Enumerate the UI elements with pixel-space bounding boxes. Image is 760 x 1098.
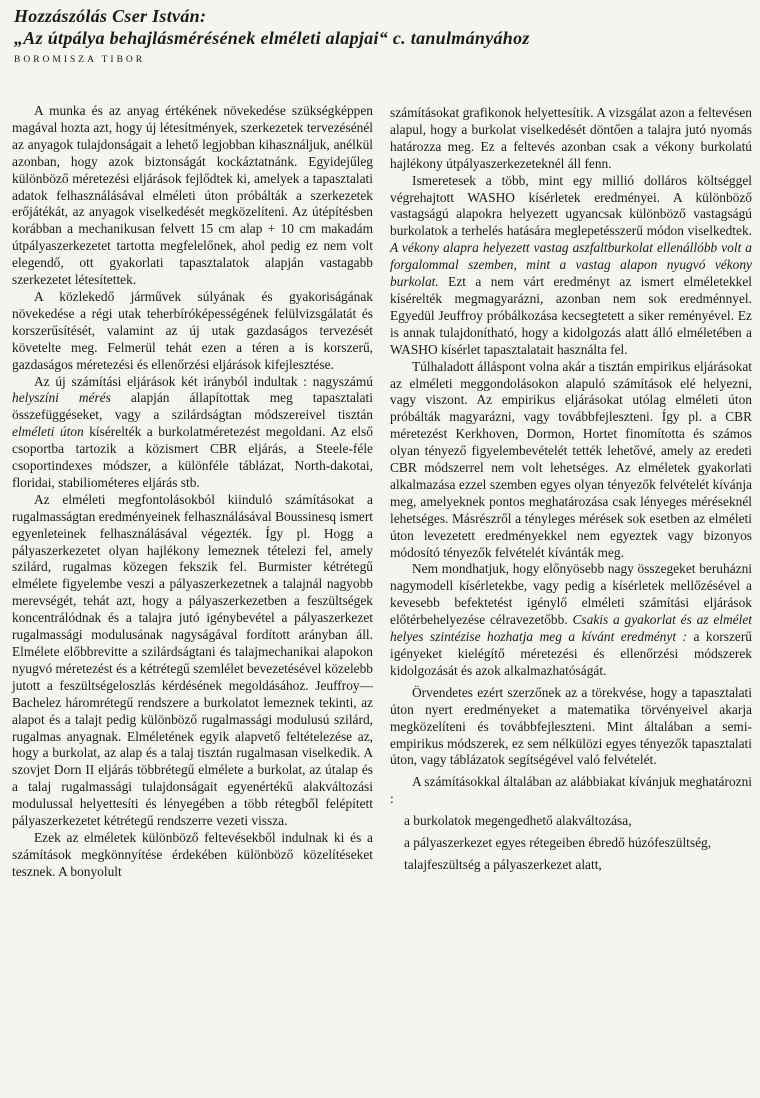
emphasis: A vékony alapra helyezett vastag aszfaltburkolat ellenállóbb volt a forgalommal szemben, mint a vastag alapon nyugvó vékony burkolat. — [390, 240, 752, 290]
paragraph-continuation: számításokat grafikonok helyettesítik. A vizsgálat azon a feltevésen alapul, hogy a burkolat viselkedését döntően a talajra jutó nyomás határozza meg. Ez a feltevés azonban csak a vékony burkolatú hajlékony útpályaszerkezeteknél áll fenn. — [390, 105, 752, 171]
emphasis: Csakis a gyakorlat és az elmélet helyes szintézise hozhatja meg a kívánt eredményt : — [390, 612, 752, 645]
list-item: talajfeszültség a pályaszerkezet alatt, — [404, 856, 602, 872]
emphasis: elméleti úton — [12, 424, 84, 440]
article-title-line-2: „Az útpálya behajlásmérésének elméleti alapjai“ c. tanulmányához — [14, 28, 530, 48]
paragraph: A közlekedő járművek súlyának és gyakoriságának növekedése a régi utak teherbíróképességének felülvizsgálatát és korszerűsítését, valamint az új utak gazdaságos tervezését követelte meg. Felmerül tehát ezen a téren a is korszerű, gazdaságos méretezési és ellenőrzési eljárások kifejlesztése. — [12, 288, 373, 372]
paragraph: Ezek az elméletek különböző feltevésekből indulnak ki és a számítások megkönnyítése érdekében különböző közelítéseket tesznek. A bonyolult — [12, 829, 373, 879]
paragraph: Örvendetes ezért szerzőnek az a törekvése, hogy a tapasztalati úton nyert eredményeket a matematika törvényeivel akarja megközelíteni és továbbfejleszteni. Mint általában a semi-empirikus módszerek, ez sem nélkülözi egyes tényezők tapasztalati úton, vagy táblázatok segítségével való felvételét. — [390, 684, 752, 768]
paragraph: Túlhaladott álláspont volna akár a tisztán empirikus eljárásokat az elméleti meggondolásokon alapuló számítások elé helyezni, vagy viszont. Az empirikus eljárásokat utólag elméleti úton próbálták magyarázni, vagy továbbfejleszteni. Így pl. a CBR méretezést Kerkhoven, Dormon, Hortet finomította és számos olyan tényező figyelembevételét tették lehetővé, amely az eredeti CBR módszerrel nem volt lehetséges. Az elméletek gyakorlati alkalmazása ezzel szemben egyes olyan tényezők felvételét kívánja meg, amelyeknek pontos meghatározása csak lényeges méréseknél lehetséges. Másrészről a tényleges mérések sok esetben az elméleti úton levezetett eredményekkel nem egyeztek vagy bizonyos módosító tényezők felvételét kívánták meg. — [390, 358, 752, 560]
emphasis: helyszíni mérés — [12, 390, 111, 406]
paragraph: A munka és az anyag értékének növekedése szükségképpen magával hozta azt, hogy új létesítmények, szerkezetek tervezésénél az anyagok tulajdonságait a lehető legjobban kihasználjuk, anélkül azonban, hogy azok biztonságát kockáztatnánk. Egyidejűleg különböző méretezési eljárások fejlődtek ki, amelyek a tapasztalati adatok felhasználásával elméleti úton próbálták a szerkezetek erőjátékát, az anyagok viselkedését megközelíteni. Az útépítésben korábban a mechanikusan felvett 15 cm alap + 10 cm makadám útpályaszerkezetet tartotta megfelelőnek, ahol pedig ez nem volt elegendő, ott gyakorlati tapasztalatok alapján vastagabb szerkezetet létesítettek. — [12, 103, 373, 288]
list-item: a pályaszerkezet egyes rétegeiben ébredő húzófeszültség, — [404, 835, 712, 851]
left-column — [12, 103, 373, 881]
paragraph: Ismeretesek a több, mint egy millió dolláros költséggel végrehajtott WASHO kísérletek eredményei. A különböző vastagságú alapokra helyezett ugyancsak különböző vastagságú burkolatok a terhelés hatására meglepetésszerű módon viselkedtek. A vékony alapra helyezett vastag aszfaltburkolat ellenállóbb volt a forgalommal szemben, mint a vastag alapon nyugvó vékony burkolat. Ezt a nem várt eredményt az ismert elméletekkel kísérelték megmagyarázni, azonban nem sok eredménnyel. Egyedül Jeuffroy próbálkozása kecsegtetett a siker reményével. Ez is annak tulajdonítható, hogy a kidolgozás alatt álló elméletében a WASHO kísérlet tapasztalatait használta fel. — [390, 172, 752, 357]
right-column — [390, 105, 752, 874]
paragraph: A számításokkal általában az alábbiakat kívánjuk meghatározni : — [390, 774, 752, 807]
author-byline: BOROMISZA TIBOR — [14, 55, 146, 65]
paragraph: Az új számítási eljárások két irányból indultak : nagyszámú helyszíni mérés alapján állapítottak meg tapasztalati összefüggéseket, vagy a szilárdságtan módszereivel tisztán elméleti úton kísérelték a burkolatméretezést megoldani. Az első csoportba tartozik a közismert CBR eljárás, a Steele-féle csoportindexes módszer, a különféle táblázat, North-dakotai, floridai, stabiliométeres eljárás stb. — [12, 373, 373, 490]
paragraph: Az elméleti megfontolásokból kiinduló számításokat a rugalmasságtan eredményeinek felhasználásával Boussinesq ismert egyenleteinek felhasználásával végezték. Így pl. Hogg a pályaszerkezetet olyan hajlékony lemeznek tételezi fel, amely szilárd, rugalmas közegen fekszik fel. Burmister kétrétegű elmélete figyelembe veszi a pályaszerkezetnek a talajnál nagyobb merevségét, tehát azt, hogy a pályaszerkezetben a feszültségek koncentrálódnak és a talajra jutó igénybevétel a pályaszerkezet rugalmassági modulusának nagyságával fordított arányban áll. Elmélete előbbrevitte a szilárdságtani és talajmechanikai alapokon nyugvó méretezést és a kétrétegű szemlélet bevezetésével közelebb jutott a feszültségeloszlás kérdésének megoldásához. Jeuffroy—Bachelez háromrétegű rendszere a burkolatot lemeznek tekinti, az alapot és a talajt pedig különböző rugalmassági modulusú szilárd, rugalmas anyagnak. Elméletének egyik alapvető feltételezése az, hogy a burkolat, az alap és a talaj tisztán rugalmasan viselkedik. A szovjet Dorn II eljárás többrétegű elmélete a burkolat, az útalap és a talaj rugalmassági tulajdonságait egyenértékű alakváltozási modulussal helyettesíti és lényegében a több rétegből felépített pályaszerkezetet kétrétegű rendszerre vezeti vissza. — [12, 491, 373, 829]
paragraph: Nem mondhatjuk, hogy előnyösebb nagy összegeket beruházni nagymodell kísérletekbe, vagy pedig a kísérletek mellőzésével a kevesebb befektetést igénylő elméleti számítási eljárások előtérbehelyezése célravezetőbb. Csakis a gyakorlat és az elmélet helyes szintézise hozhatja meg a kívánt eredményt : a korszerű igényeket kielégítő méretezési és ellenőrzési módszerek kidolgozását és azok alkalmazhatóságát. — [390, 561, 752, 678]
list-item: a burkolatok megengedhető alakváltozása, — [404, 813, 632, 829]
article-title-line-1: Hozzászólás Cser István: — [14, 6, 207, 26]
